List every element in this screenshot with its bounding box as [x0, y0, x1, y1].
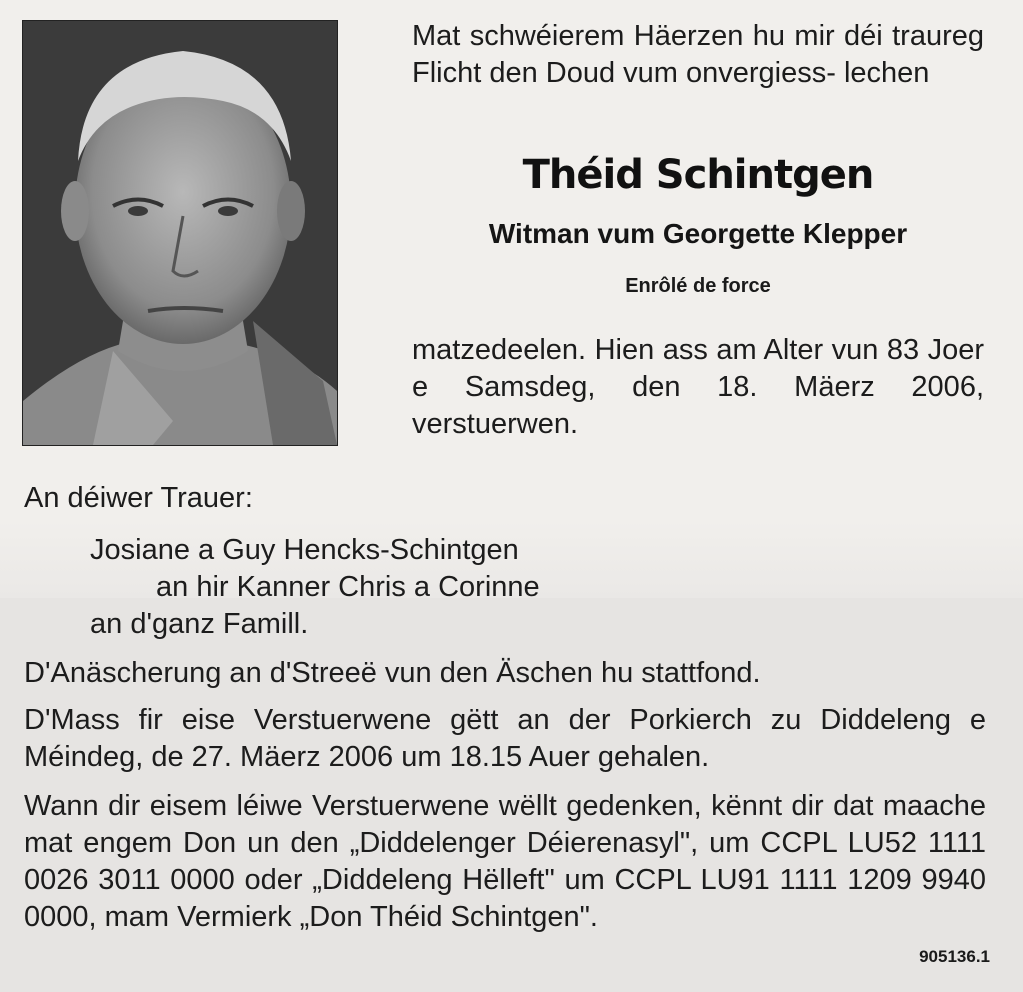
cremation-paragraph: D'Anäscherung an d'Streeë vun den Äschen hu stattfond. [24, 657, 761, 689]
mass-paragraph: D'Mass fir eise Verstuerwene gëtt an der Porkierch zu Diddeleng e Méindeg, de 27. Mäerz 2006 um 18.15 Auer gehalen. [24, 704, 986, 773]
mourner-line: an d'ganz Famill. [90, 608, 309, 640]
intro-continuation: matzedeelen. Hien ass am Alter vun 83 Joer e Samsdeg, den 18. Mäerz 2006, verstuerwen. [412, 334, 984, 440]
spouse-line: Witman vum Georgette Klepper [488, 218, 908, 249]
mourners-heading: An déiwer Trauer: [24, 482, 253, 514]
mourner-line: an hir Kanner Chris a Corinne [156, 571, 540, 603]
designation-line: Enrôlé de force [625, 275, 771, 297]
intro-text: Mat schwéierem Häerzen hu mir déi traureg Flicht den Doud vum onvergiess- lechen [412, 20, 984, 89]
deceased-name: Théid Schintgen [522, 152, 874, 198]
portrait-photo [22, 20, 338, 446]
donation-paragraph: Wann dir eisem léiwe Verstuerwene wëllt gedenken, kënnt dir dat maache mat engem Don un den „Diddelenger Déierenasyl", um CCPL LU52 1111 0026 3011 0000 oder „Diddeleng Hëlleft" um CCPL LU91 1111 1209 9940 0000, mam Vermierk „Don Théid Schintgen". [24, 790, 986, 933]
mourner-line: Josiane a Guy Hencks-Schintgen [90, 534, 519, 566]
reference-number: 905136.1 [919, 947, 990, 966]
